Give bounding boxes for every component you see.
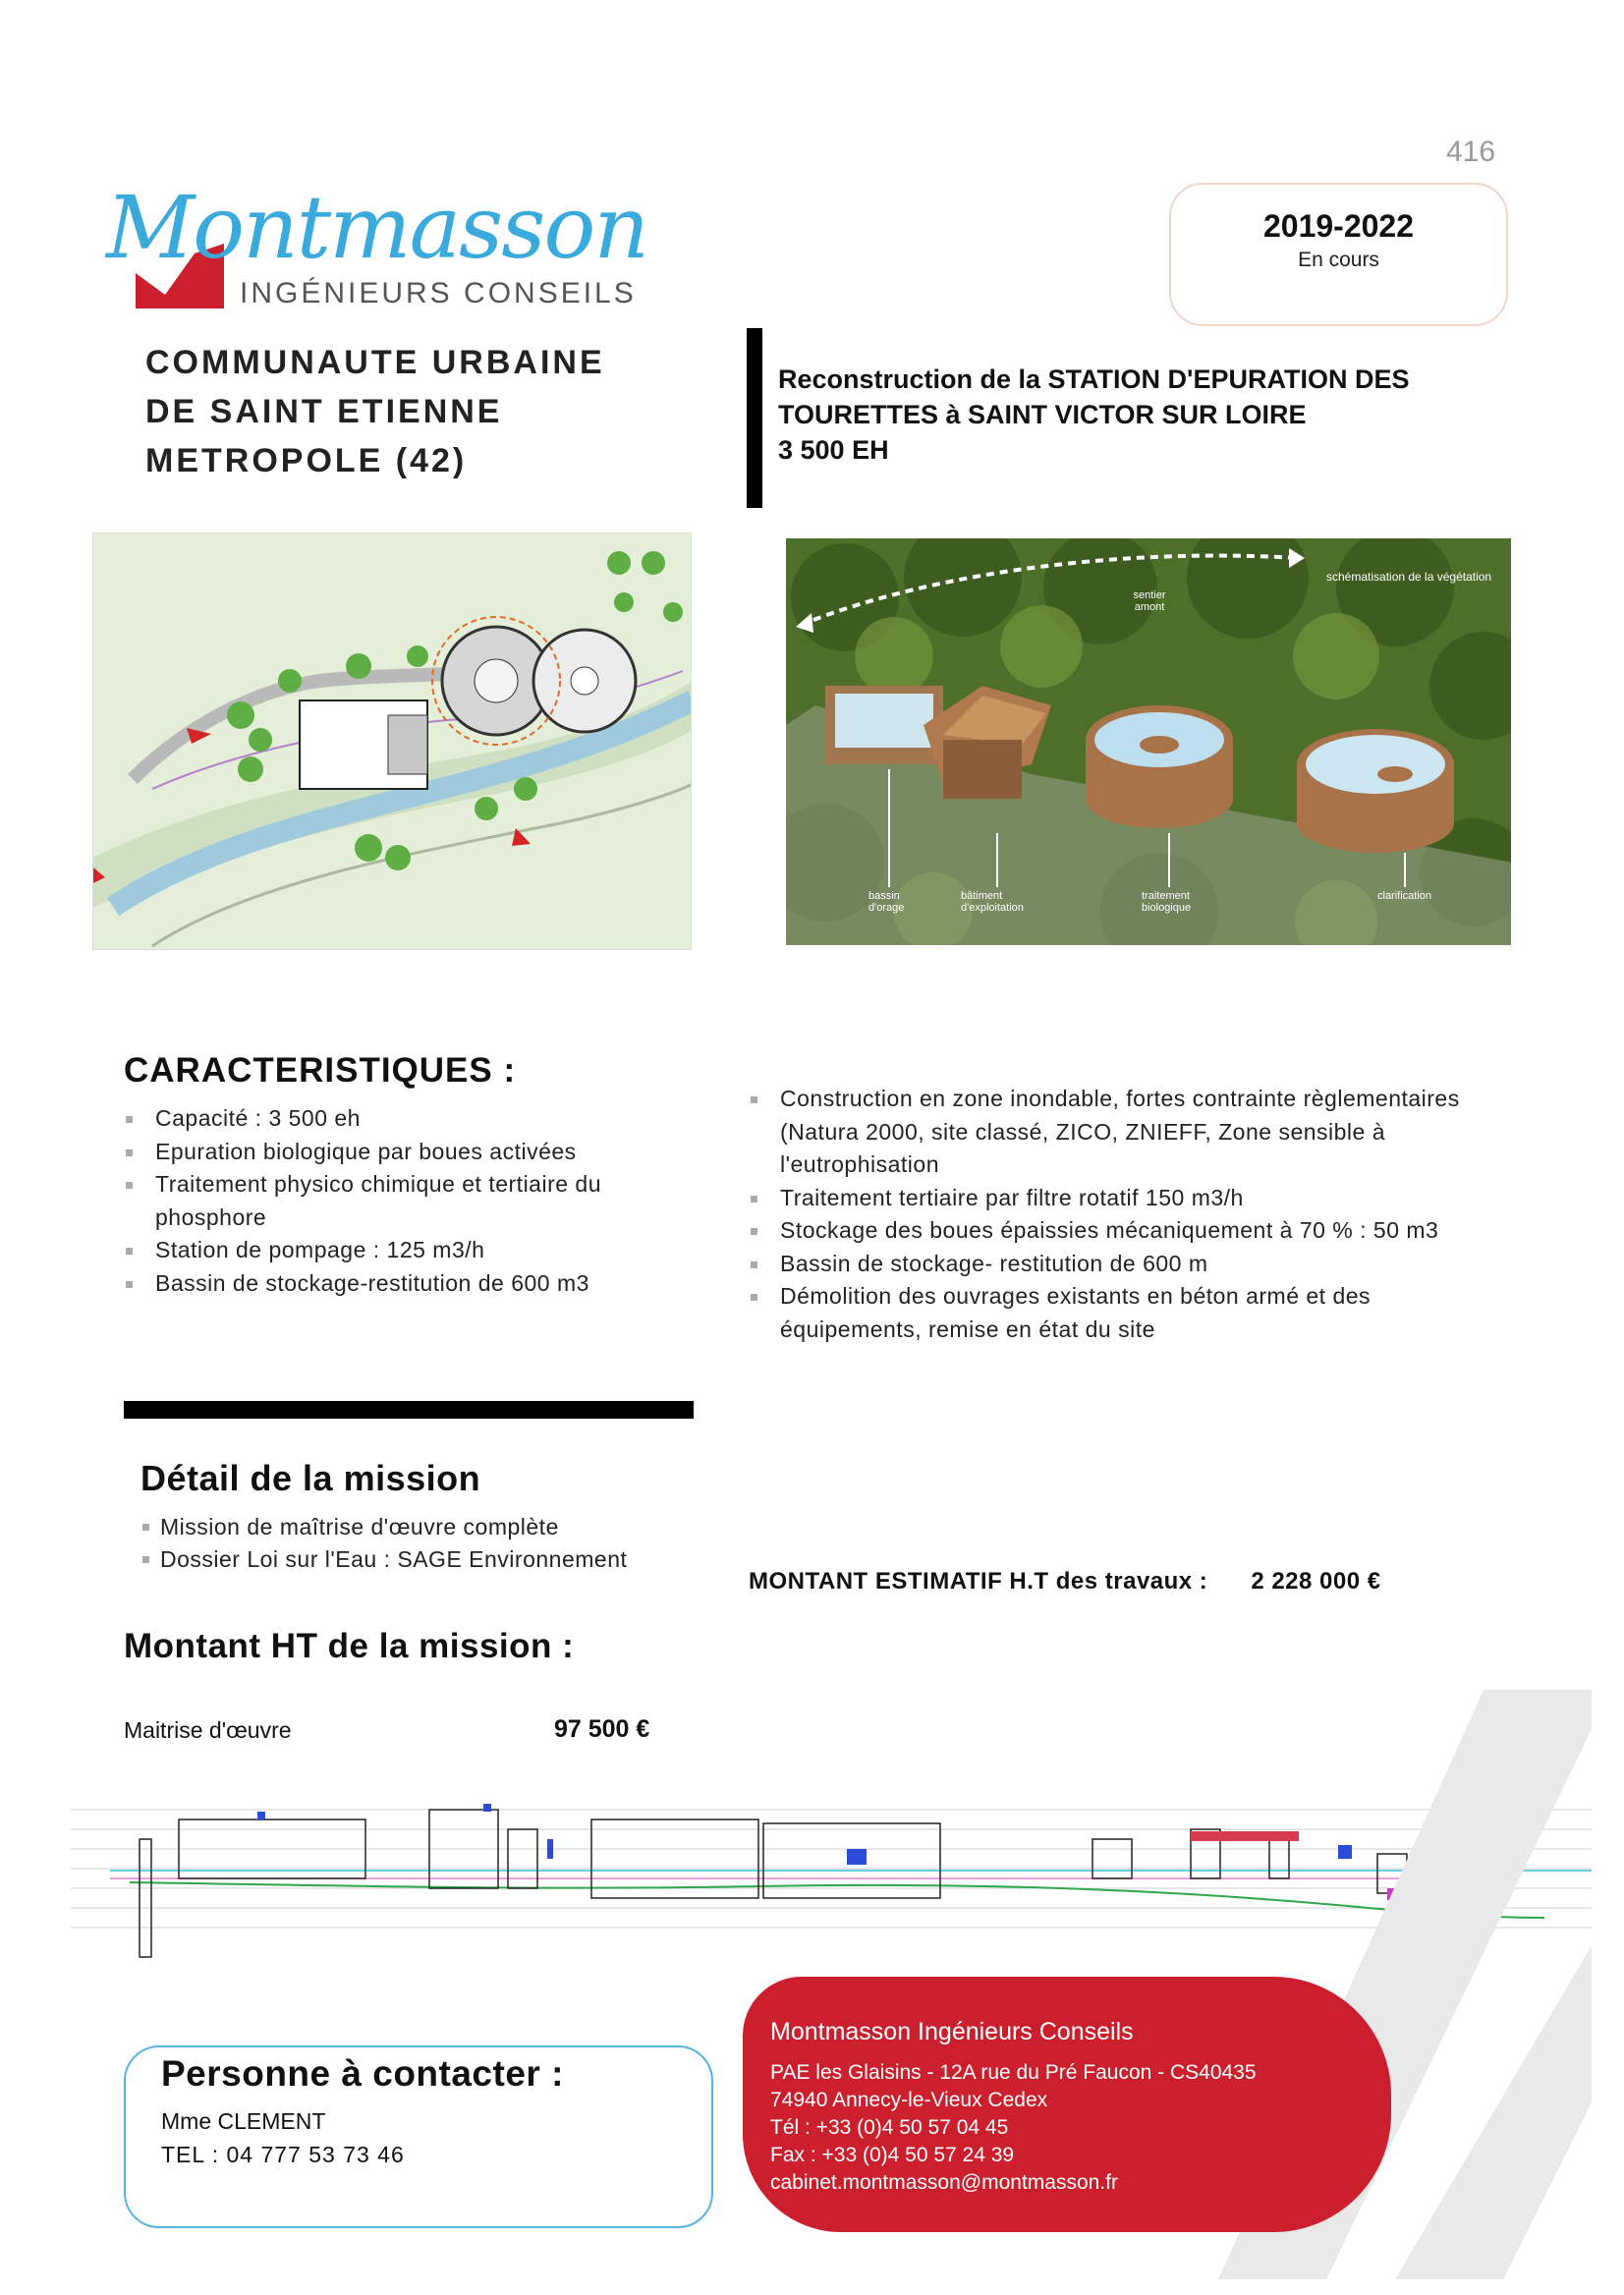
client-line: COMMUNAUTE URBAINE: [145, 344, 605, 381]
list-item: Bassin de stockage- restitution de 600 m: [749, 1248, 1515, 1281]
mission-amount-label: Maitrise d'œuvre: [124, 1717, 292, 1743]
mission-list: [140, 1511, 691, 1576]
project-line: Reconstruction de la STATION D'EPURATION DES: [778, 364, 1410, 394]
company-logo: [77, 177, 666, 314]
site-plan-image: [92, 532, 692, 950]
contact-name: Mme CLEMENT: [161, 2108, 326, 2134]
project-title: [778, 362, 1446, 468]
render-label-batiment: bâtiment d'exploitation: [961, 890, 1024, 914]
render-label-traitement: traitement biologique: [1142, 890, 1192, 914]
mission-amount-value: 97 500 €: [554, 1715, 650, 1743]
list-item: Epuration biologique par boues activées: [124, 1136, 654, 1169]
station-render-image: [786, 538, 1511, 945]
list-item: Construction en zone inondable, fortes contrainte règlementaires (Natura 2000, site classé, ZICO, ZNIEFF, Zone sensible à l'eutrophisation: [749, 1083, 1515, 1182]
contact-box: [124, 2045, 713, 2228]
render-label-sentier: sentier amont: [1133, 589, 1166, 613]
company-phone: Tél : +33 (0)4 50 57 04 45: [770, 2116, 1009, 2139]
company-address-block: [743, 1977, 1391, 2232]
list-item: Station de pompage : 125 m3/h: [124, 1234, 654, 1267]
period-status: En cours: [1298, 249, 1379, 271]
render-label-bassin: bassin d'orage: [868, 890, 905, 914]
logo-subtitle: INGÉNIEURS CONSEILS: [240, 277, 637, 309]
logo-script: Montmasson: [106, 177, 648, 278]
company-fax: Fax : +33 (0)4 50 57 24 39: [770, 2144, 1015, 2166]
company-address-line: PAE les Glaisins - 12A rue du Pré Faucon - CS40435: [770, 2061, 1257, 2084]
list-item: Capacité : 3 500 eh: [124, 1102, 654, 1136]
period-years: 2019-2022: [1262, 208, 1415, 244]
page-number: 416: [1446, 136, 1496, 168]
list-item: Traitement physico chimique et tertiaire du phosphore: [124, 1168, 654, 1234]
mission-amount-title: Montant HT de la mission :: [124, 1627, 575, 1665]
list-item: Traitement tertiaire par filtre rotatif 150 m3/h: [749, 1182, 1515, 1215]
estimate-label: MONTANT ESTIMATIF H.T des travaux :: [749, 1568, 1208, 1595]
estimate-line: [749, 1568, 1381, 1595]
client-line: DE SAINT ETIENNE: [145, 393, 503, 430]
company-address-line: 74940 Annecy-le-Vieux Cedex: [770, 2089, 1048, 2111]
company-email[interactable]: cabinet.montmasson@montmasson.fr: [770, 2171, 1118, 2194]
caracteristiques-list-right: [749, 1083, 1515, 1346]
list-item: Mission de maîtrise d'œuvre complète: [140, 1511, 691, 1543]
render-label-vegetation: schématisation de la végétation: [1326, 570, 1492, 584]
caracteristiques-title: CARACTERISTIQUES :: [124, 1051, 517, 1090]
client-line: METROPOLE (42): [145, 442, 468, 479]
list-item: Démolition des ouvrages existants en béton armé et des équipements, remise en état du site: [749, 1280, 1515, 1346]
render-label-clarification: clarification: [1377, 890, 1432, 902]
client-name: [145, 338, 696, 485]
project-title-bar: [747, 328, 762, 508]
mission-title: Détail de la mission: [140, 1458, 481, 1498]
project-line: TOURETTES à SAINT VICTOR SUR LOIRE: [778, 400, 1307, 429]
period-box: [1169, 183, 1508, 326]
section-divider: [124, 1401, 694, 1419]
company-name: Montmasson Ingénieurs Conseils: [770, 2018, 1134, 2045]
estimate-value: 2 228 000 €: [1251, 1568, 1381, 1595]
contact-phone: TEL : 04 777 53 73 46: [161, 2142, 405, 2167]
list-item: Bassin de stockage-restitution de 600 m3: [124, 1267, 654, 1301]
list-item: Dossier Loi sur l'Eau : SAGE Environnement: [140, 1543, 691, 1576]
contact-title: Personne à contacter :: [161, 2053, 564, 2094]
project-line: 3 500 EH: [778, 435, 889, 465]
caracteristiques-list-left: [124, 1102, 654, 1300]
list-item: Stockage des boues épaissies mécaniquement à 70 % : 50 m3: [749, 1214, 1515, 1248]
